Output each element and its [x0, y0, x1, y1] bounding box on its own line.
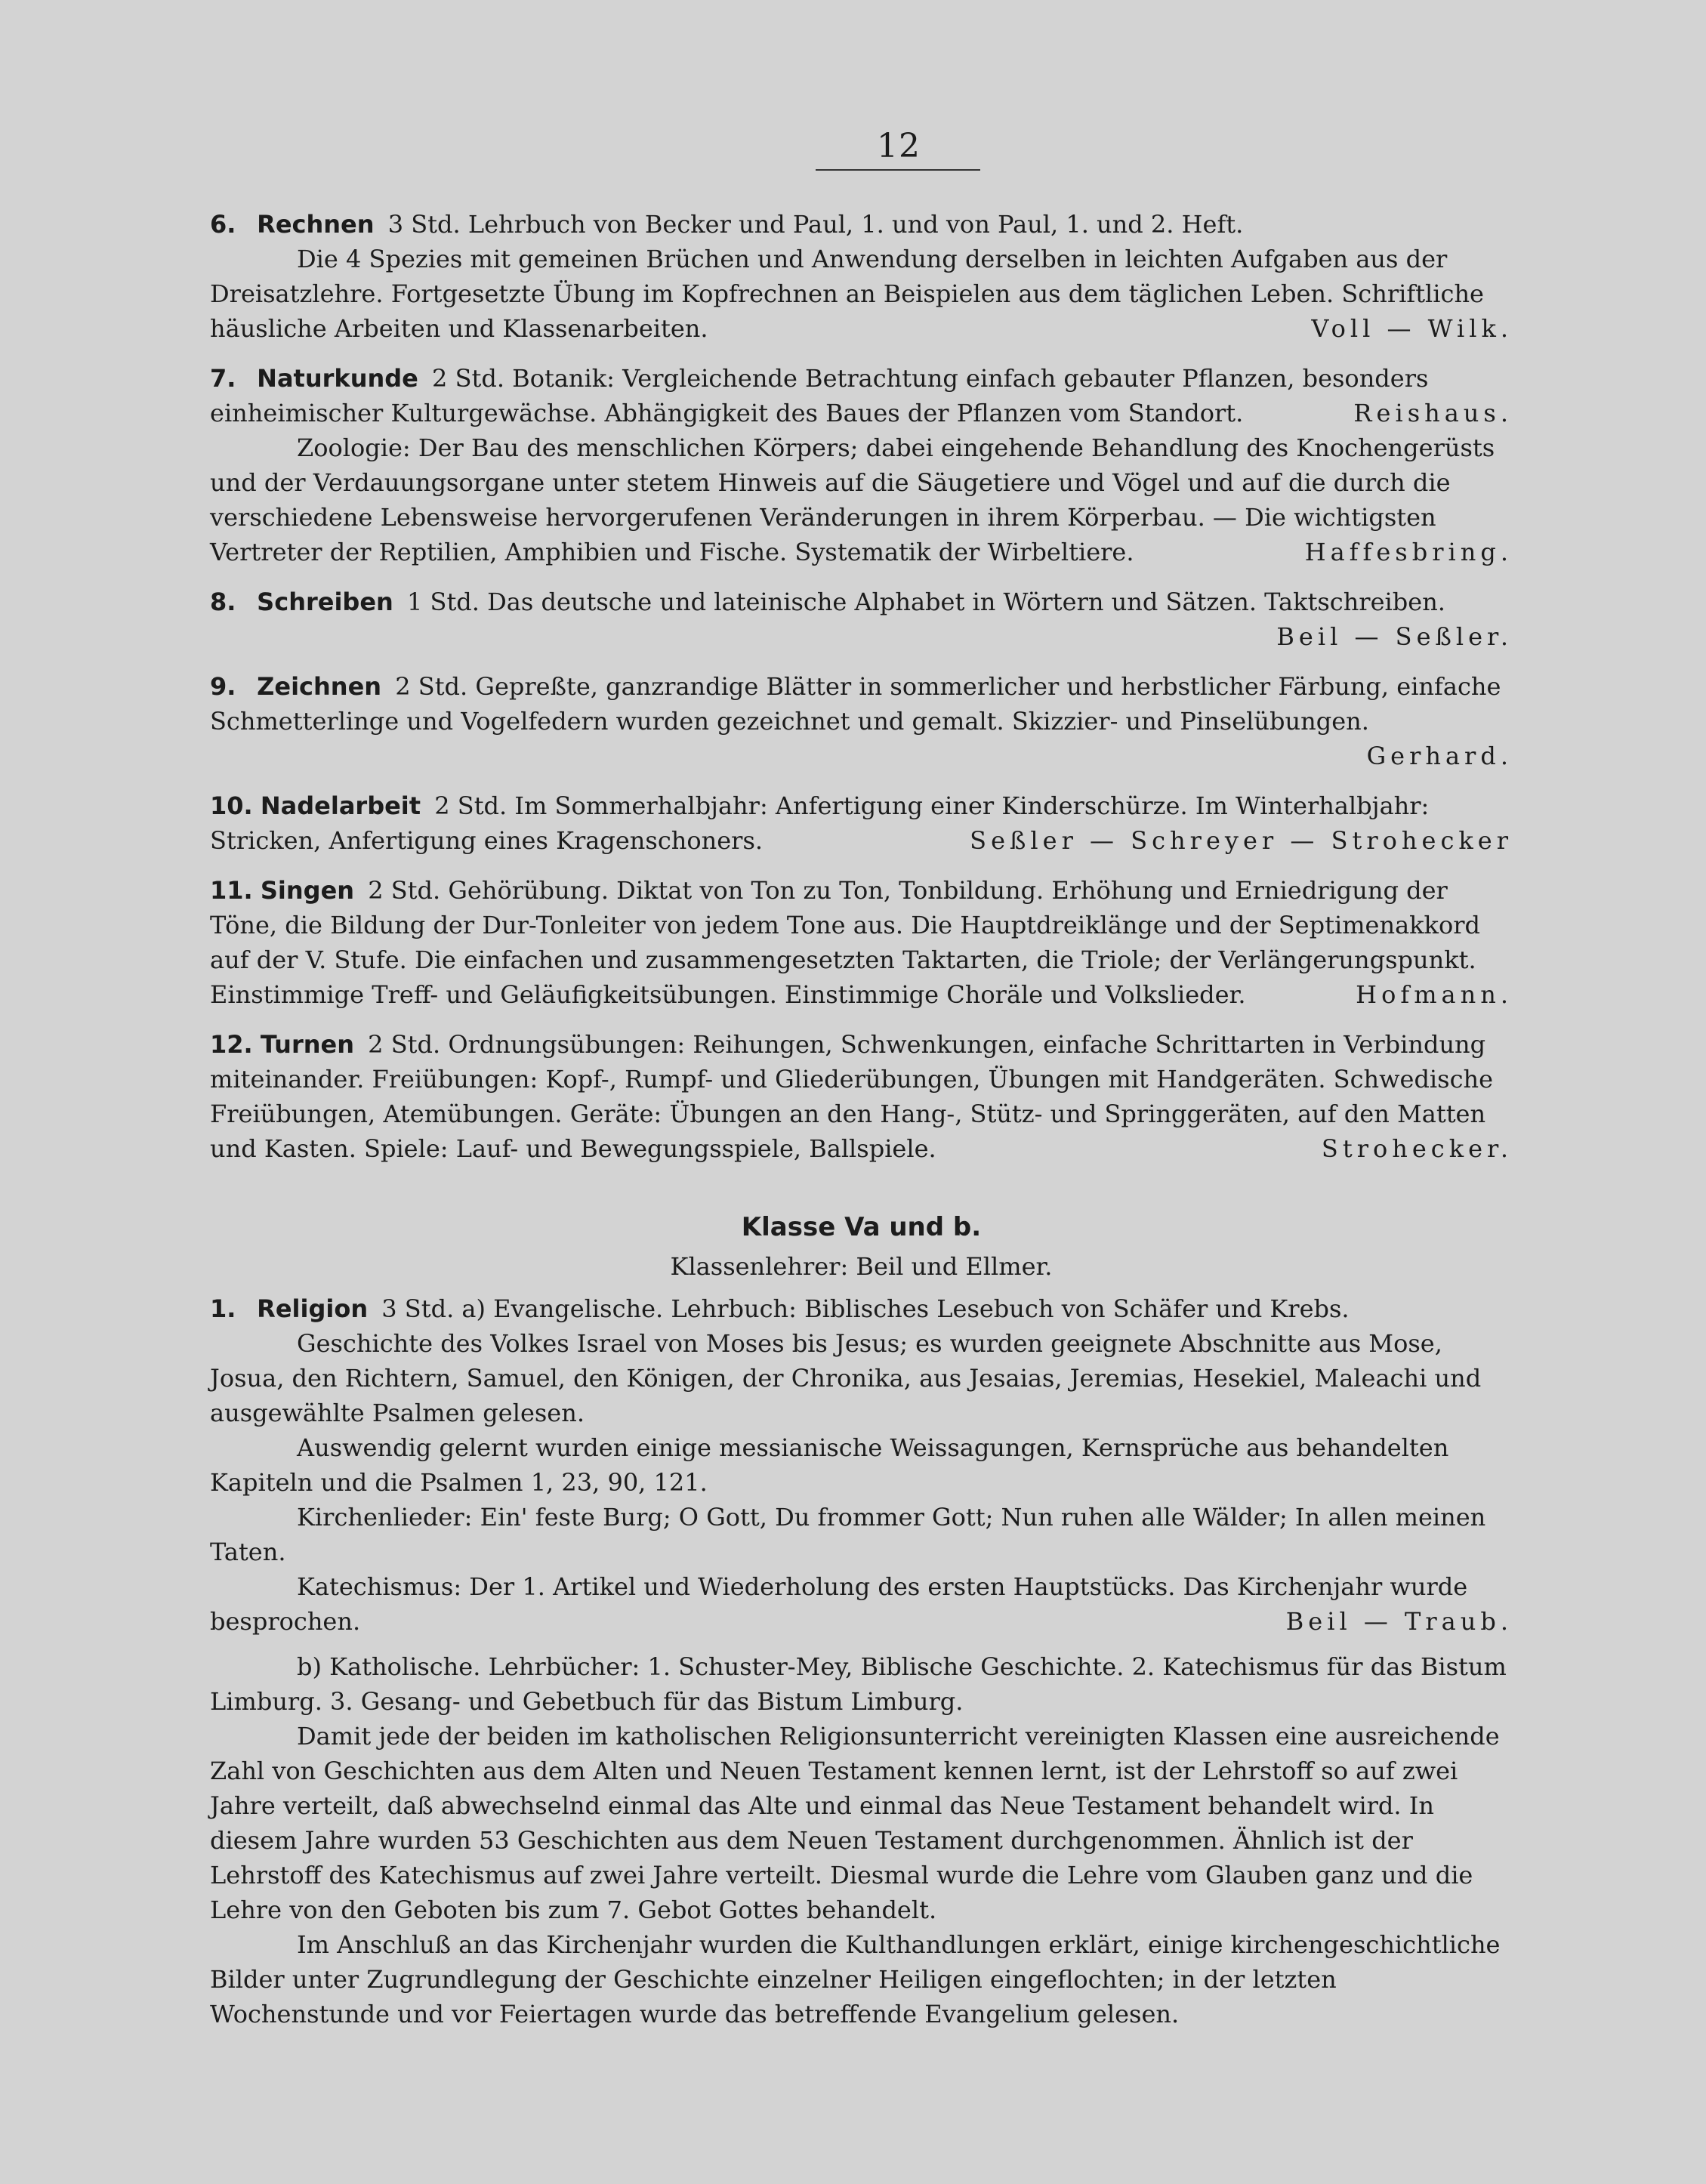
- entry-text: Auswendig gelernt wurden einige messianische Weissagungen, Kernsprüche aus behandelten Kapiteln und die Psalmen 1, 23, 90, 121.: [210, 1433, 1449, 1497]
- entry-number: 11.: [210, 876, 253, 905]
- teacher-name: Gerhard.: [1366, 742, 1513, 770]
- entry-number: 1.: [210, 1294, 236, 1323]
- entry-text: Im Anschluß an das Kirchenjahr wurden die Kulthandlungen erklärt, einige kirchengeschichtliche Bilder unter Zugrundlegung der Geschichte einzelner Heiligen eingeflochten; in der letzten Wochenstunde und vor Feiertagen wurde das betreffende Evangelium gelesen.: [210, 1930, 1501, 2028]
- subject-title: Turnen: [260, 1030, 354, 1059]
- entry-text: a) Evangelische. Lehrbuch: Biblisches Lesebuch von Schäfer und Krebs.: [461, 1294, 1350, 1323]
- subject-entry-naturkunde: [210, 361, 1513, 569]
- entry-text: Damit jede der beiden im katholischen Religionsunterricht vereinigten Klassen eine ausreichende Zahl von Geschichten aus dem Alten und Neuen Testament kennen lernt, ist der Lehrstoff so auf zwei Jahre verteilt, daß abwechselnd einmal das Alte und einmal das Neue Testament behandelt wird. In diesem Jahre wurden 53 Geschichten aus dem Neuen Testament durchgenommen. Ähnlich ist der Lehrstoff des Katechismus auf zwei Jahre verteilt. Diesmal wurde die Lehre vom Glauben ganz und die Lehre von den Geboten bis zum 7. Gebot Gottes behandelt.: [210, 1722, 1500, 1924]
- page-content: [210, 207, 1513, 2047]
- subject-entry-schreiben: [210, 585, 1513, 654]
- subject-entry-nadelarbeit: [210, 788, 1513, 858]
- subject-title: Religion: [257, 1294, 369, 1323]
- teacher-name: Beil — Traub.: [1285, 1607, 1513, 1636]
- entry-number: 9.: [210, 672, 236, 701]
- entry-text: Zoologie: Der Bau des menschlichen Körpers; dabei eingehende Behandlung des Knochengerüsts und der Verdauungsorgane unter stetem Hinweis auf die Säugetiere und Vögel und auf die durch die verschiedene Lebensweise hervorgerufenen Veränderungen in ihrem Körperbau. — Die wichtigsten Vertreter der Reptilien, Amphibien und Fische. Systematik der Wirbeltiere.: [210, 433, 1495, 566]
- entry-text: Im Sommerhalbjahr: Anfertigung einer Kinderschürze. Im Winterhalbjahr: Stricken, Anfertigung eines Kragenschoners.: [210, 791, 1430, 855]
- subject-title: Schreiben: [257, 588, 393, 616]
- subject-entry-religion: [210, 1291, 1513, 2031]
- entry-text: Botanik: Vergleichende Betrachtung einfach gebauter Pflanzen, besonders einheimischer Kulturgewächse. Abhängigkeit des Baues der Pflanzen vom Standort.: [210, 364, 1429, 427]
- subject-entry-rechnen: [210, 207, 1513, 346]
- entry-text: Die 4 Spezies mit gemeinen Brüchen und Anwendung derselben in leichten Aufgaben aus der Dreisatzlehre. Fortgesetzte Übung im Kopfrechnen an Beispielen aus dem täglichen Leben. Schriftliche häusliche Arbeiten und Klassenarbeiten.: [210, 245, 1484, 343]
- entry-number: 6.: [210, 210, 236, 239]
- teacher-name: Seßler — Schreyer — Strohecker: [970, 826, 1513, 855]
- subject-title: Zeichnen: [257, 672, 382, 701]
- subject-hours: 3 Std.: [381, 1294, 455, 1323]
- section-subtitle: Klassenlehrer: Beil und Ellmer.: [670, 1252, 1053, 1281]
- subject-hours: 2 Std.: [368, 1030, 441, 1059]
- entry-text: Geschichte des Volkes Israel von Moses bis Jesus; es wurden geeignete Abschnitte aus Mose, Josua, den Richtern, Samuel, den Königen, der Chronika, aus Jesaias, Jeremias, Hesekiel, Maleachi und ausgewählte Psalmen gelesen.: [210, 1329, 1482, 1427]
- subject-hours: 2 Std.: [395, 672, 468, 701]
- entry-number: 7.: [210, 364, 236, 393]
- teacher-name: Strohecker.: [1321, 1134, 1513, 1163]
- page-number: 12: [877, 127, 921, 165]
- subject-entry-zeichnen: [210, 669, 1513, 773]
- subject-title: Naturkunde: [257, 364, 418, 393]
- entry-number: 12.: [210, 1030, 253, 1059]
- section-title: Klasse Va und b.: [741, 1212, 982, 1242]
- entry-number: 10.: [210, 791, 253, 820]
- teacher-name: Haffesbring.: [1304, 538, 1513, 566]
- subject-hours: 3 Std.: [387, 210, 461, 239]
- subject-hours: 2 Std.: [432, 364, 504, 393]
- teacher-name: Beil — Seßler.: [1276, 622, 1513, 651]
- entry-text: Das deutsche und lateinische Alphabet in Wörtern und Sätzen. Taktschreiben.: [487, 588, 1445, 616]
- entry-text: b) Katholische. Lehrbücher: 1. Schuster-Mey, Biblische Geschichte. 2. Katechismus für das Bistum Limburg. 3. Gesang- und Gebetbuch für das Bistum Limburg.: [210, 1652, 1507, 1716]
- subject-title: Rechnen: [257, 210, 375, 239]
- entry-text: Gepreßte, ganzrandige Blätter in sommerlicher und herbstlicher Färbung, einfache Schmetterlinge und Vogelfedern wurden gezeichnet und gemalt. Skizzier- und Pinselübungen.: [210, 672, 1501, 736]
- page-number-rule: [816, 169, 980, 171]
- subject-entry-turnen: [210, 1027, 1513, 1166]
- entry-text: Katechismus: Der 1. Artikel und Wiederholung des ersten Hauptstücks. Das Kirchenjahr wurde besprochen.: [210, 1572, 1468, 1636]
- entry-text: Lehrbuch von Becker und Paul, 1. und von Paul, 1. und 2. Heft.: [467, 210, 1244, 239]
- entry-text: Ordnungsübungen: Reihungen, Schwenkungen, einfache Schrittarten in Verbindung miteinander. Freiübungen: Kopf-, Rumpf- und Gliederübungen, Übungen mit Handgeräten. Schwedische Freiübungen, Atemübungen. Geräte: Übungen an den Hang-, Stütz- und Springgeräten, auf den Matten und Kasten. Spiele: Lauf- und Bewegungsspiele, Ballspiele.: [210, 1030, 1494, 1163]
- entry-text: Kirchenlieder: Ein' feste Burg; O Gott, Du frommer Gott; Nun ruhen alle Wälder; In allen meinen Taten.: [210, 1503, 1486, 1566]
- entry-number: 8.: [210, 588, 236, 616]
- teacher-name: Reishaus.: [1353, 399, 1513, 427]
- subject-hours: 1 Std.: [406, 588, 480, 616]
- subject-hours: 2 Std.: [368, 876, 441, 905]
- subject-title: Nadelarbeit: [260, 791, 421, 820]
- subject-hours: 2 Std.: [434, 791, 507, 820]
- teacher-name: Hofmann.: [1356, 980, 1513, 1009]
- teacher-name: Voll — Wilk.: [1311, 314, 1513, 343]
- subject-entry-singen: [210, 873, 1513, 1012]
- entry-text: Gehörübung. Diktat von Ton zu Ton, Tonbildung. Erhöhung und Erniedrigung der Töne, die Bildung der Dur-Tonleiter von jedem Tone aus. Die Hauptdreiklänge und der Septimenakkord auf der V. Stufe. Die einfachen und zusammengesetzten Taktarten, die Triole; der Verlängerungspunkt. Einstimmige Treff- und Geläufigkeitsübungen. Einstimmige Choräle und Volkslieder.: [210, 876, 1480, 1009]
- subject-title: Singen: [260, 876, 355, 905]
